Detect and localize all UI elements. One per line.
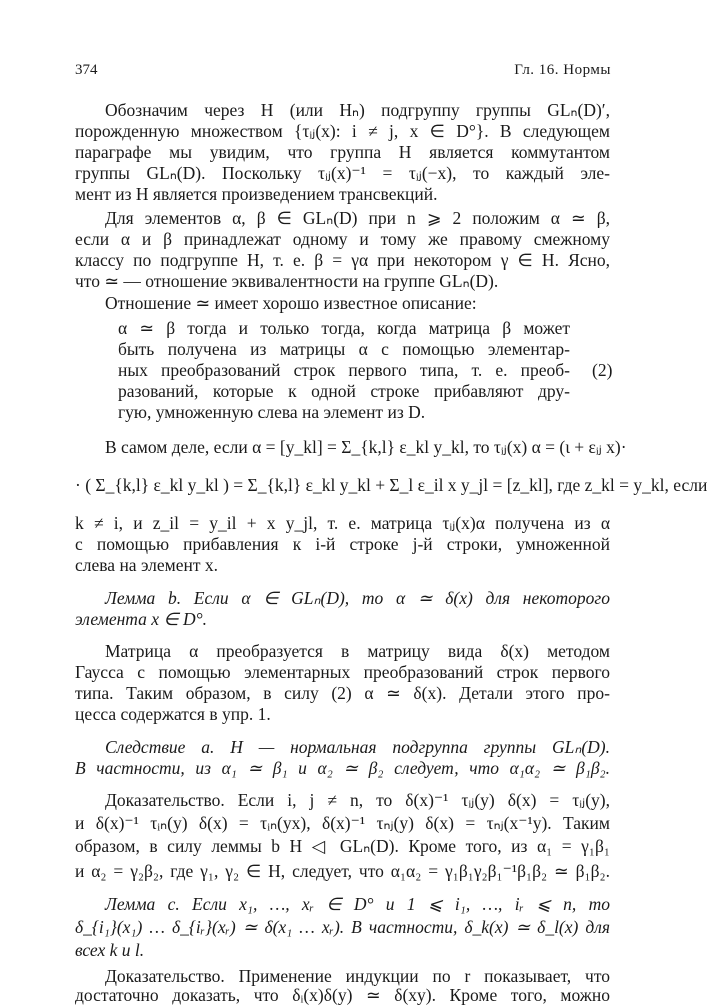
- text-line: слева на элемент x.: [75, 555, 218, 575]
- text-line: · ( Σ_{k,l} ε_kl y_kl ) = Σ_{k,l} ε_kl y_kl + Σ_l ε_il x y_jl = [z_kl], где z_kl = y_kl, если: [75, 475, 707, 495]
- text-line: если α и β принадлежат одному и тому же правому смежному: [75, 229, 610, 249]
- text-line: Для элементов α, β ∈ GLₙ(D) при n ⩾ 2 положим α ≃ β,: [105, 208, 610, 228]
- text-line: типа. Таким образом, в силу (2) α ≃ δ(x). Детали этого про-: [75, 683, 610, 703]
- quote-line: гую, умноженную слева на элемент из D.: [118, 402, 426, 422]
- corollary-line: Следствие a. H — нормальная подгруппа группы GLₙ(D).: [105, 737, 610, 757]
- text-line: мент из H является произведением трансвекций.: [75, 184, 438, 204]
- text-line: и δ(x)⁻¹ τᵢₙ(y) δ(x) = τᵢₙ(yx), δ(x)⁻¹ τₙⱼ(y) δ(x) = τₙⱼ(x⁻¹y). Таким: [75, 813, 610, 833]
- text-line: Обозначим через H (или Hₙ) подгруппу группы GLₙ(D)′,: [105, 100, 610, 120]
- running-title: Гл. 16. Нормы: [514, 62, 611, 78]
- lemma-c-line: Лемма c. Если x₁, …, xᵣ ∈ D° и 1 ⩽ i₁, …, iᵣ ⩽ n, то: [105, 894, 610, 914]
- text-line: порожденную множеством {τᵢⱼ(x): i ≠ j, x ∈ D°}. В следующем: [75, 121, 610, 141]
- text-line: Гаусса с помощью элементарных преобразований строк первого: [75, 662, 610, 682]
- text-line: достаточно доказать, что δᵢ(x)δ(y) ≃ δ(xy). Кроме того, можно: [75, 985, 610, 1005]
- equation-number: (2): [592, 360, 613, 380]
- text-line: и α₂ = γ₂β₂, где γ₁, γ₂ ∈ H, следует, что α₁α₂ = γ₁β₁γ₂β₁⁻¹β₁β₂ ≃ β₁β₂.: [75, 861, 610, 881]
- text-line: k ≠ i, и z_il = y_il + x y_jl, т. е. матрица τᵢⱼ(x)α получена из α: [75, 513, 610, 533]
- corollary-line: В частности, из α₁ ≃ β₁ и α₂ ≃ β₂ следует, что α₁α₂ ≃ β₁β₂.: [75, 758, 610, 778]
- text-line: Доказательство. Применение индукции по r показывает, что: [105, 966, 610, 986]
- text-line: Отношение ≃ имеет хорошо известное описание:: [105, 293, 477, 313]
- lemma-b-line: Лемма b. Если α ∈ GLₙ(D), то α ≃ δ(x) для некоторого: [105, 588, 610, 608]
- text-line: Доказательство. Если i, j ≠ n, то δ(x)⁻¹ τᵢⱼ(y) δ(x) = τᵢⱼ(y),: [105, 790, 610, 810]
- quote-line: α ≃ β тогда и только тогда, когда матрица β может: [118, 318, 570, 338]
- text-line: параграфе мы увидим, что группа H является коммутантом: [75, 142, 610, 162]
- quote-line: ных преобразований строк первого типа, т. е. преоб-: [118, 360, 570, 380]
- text-line: классу по подгруппе H, т. е. β = γα при некотором γ ∈ H. Ясно,: [75, 250, 610, 270]
- text-line: с помощью прибавления к i-й строке j-й строки, умноженной: [75, 534, 610, 554]
- text-line: В самом деле, если α = [y_kl] = Σ_{k,l} ε_kl y_kl, то τᵢⱼ(x) α = (ι + εᵢⱼ x)·: [105, 437, 627, 457]
- text-line: что ≃ — отношение эквивалентности на группе GLₙ(D).: [75, 271, 499, 291]
- text-line: образом, в силу леммы b H ◁ GLₙ(D). Кроме того, из α₁ = γ₁β₁: [75, 836, 610, 856]
- lemma-c-line: δ_{i₁}(x₁) … δ_{iᵣ}(xᵣ) ≃ δ(x₁ … xᵣ). В частности, δ_k(x) ≃ δ_l(x) для: [75, 917, 610, 937]
- text-line: Матрица α преобразуется в матрицу вида δ(x) методом: [105, 641, 610, 661]
- lemma-c-line: всех k и l.: [75, 940, 145, 960]
- page-number: 374: [75, 62, 98, 78]
- text-line: цесса содержатся в упр. 1.: [75, 704, 271, 724]
- text-line: группы GLₙ(D). Поскольку τᵢⱼ(x)⁻¹ = τᵢⱼ(−x), то каждый эле-: [75, 163, 610, 183]
- quote-line: быть получена из матрицы α с помощью элементар-: [118, 339, 570, 359]
- quote-line: разований, которые к одной строке прибавляют дру-: [118, 381, 570, 401]
- lemma-b-line: элемента x ∈ D°.: [75, 609, 208, 629]
